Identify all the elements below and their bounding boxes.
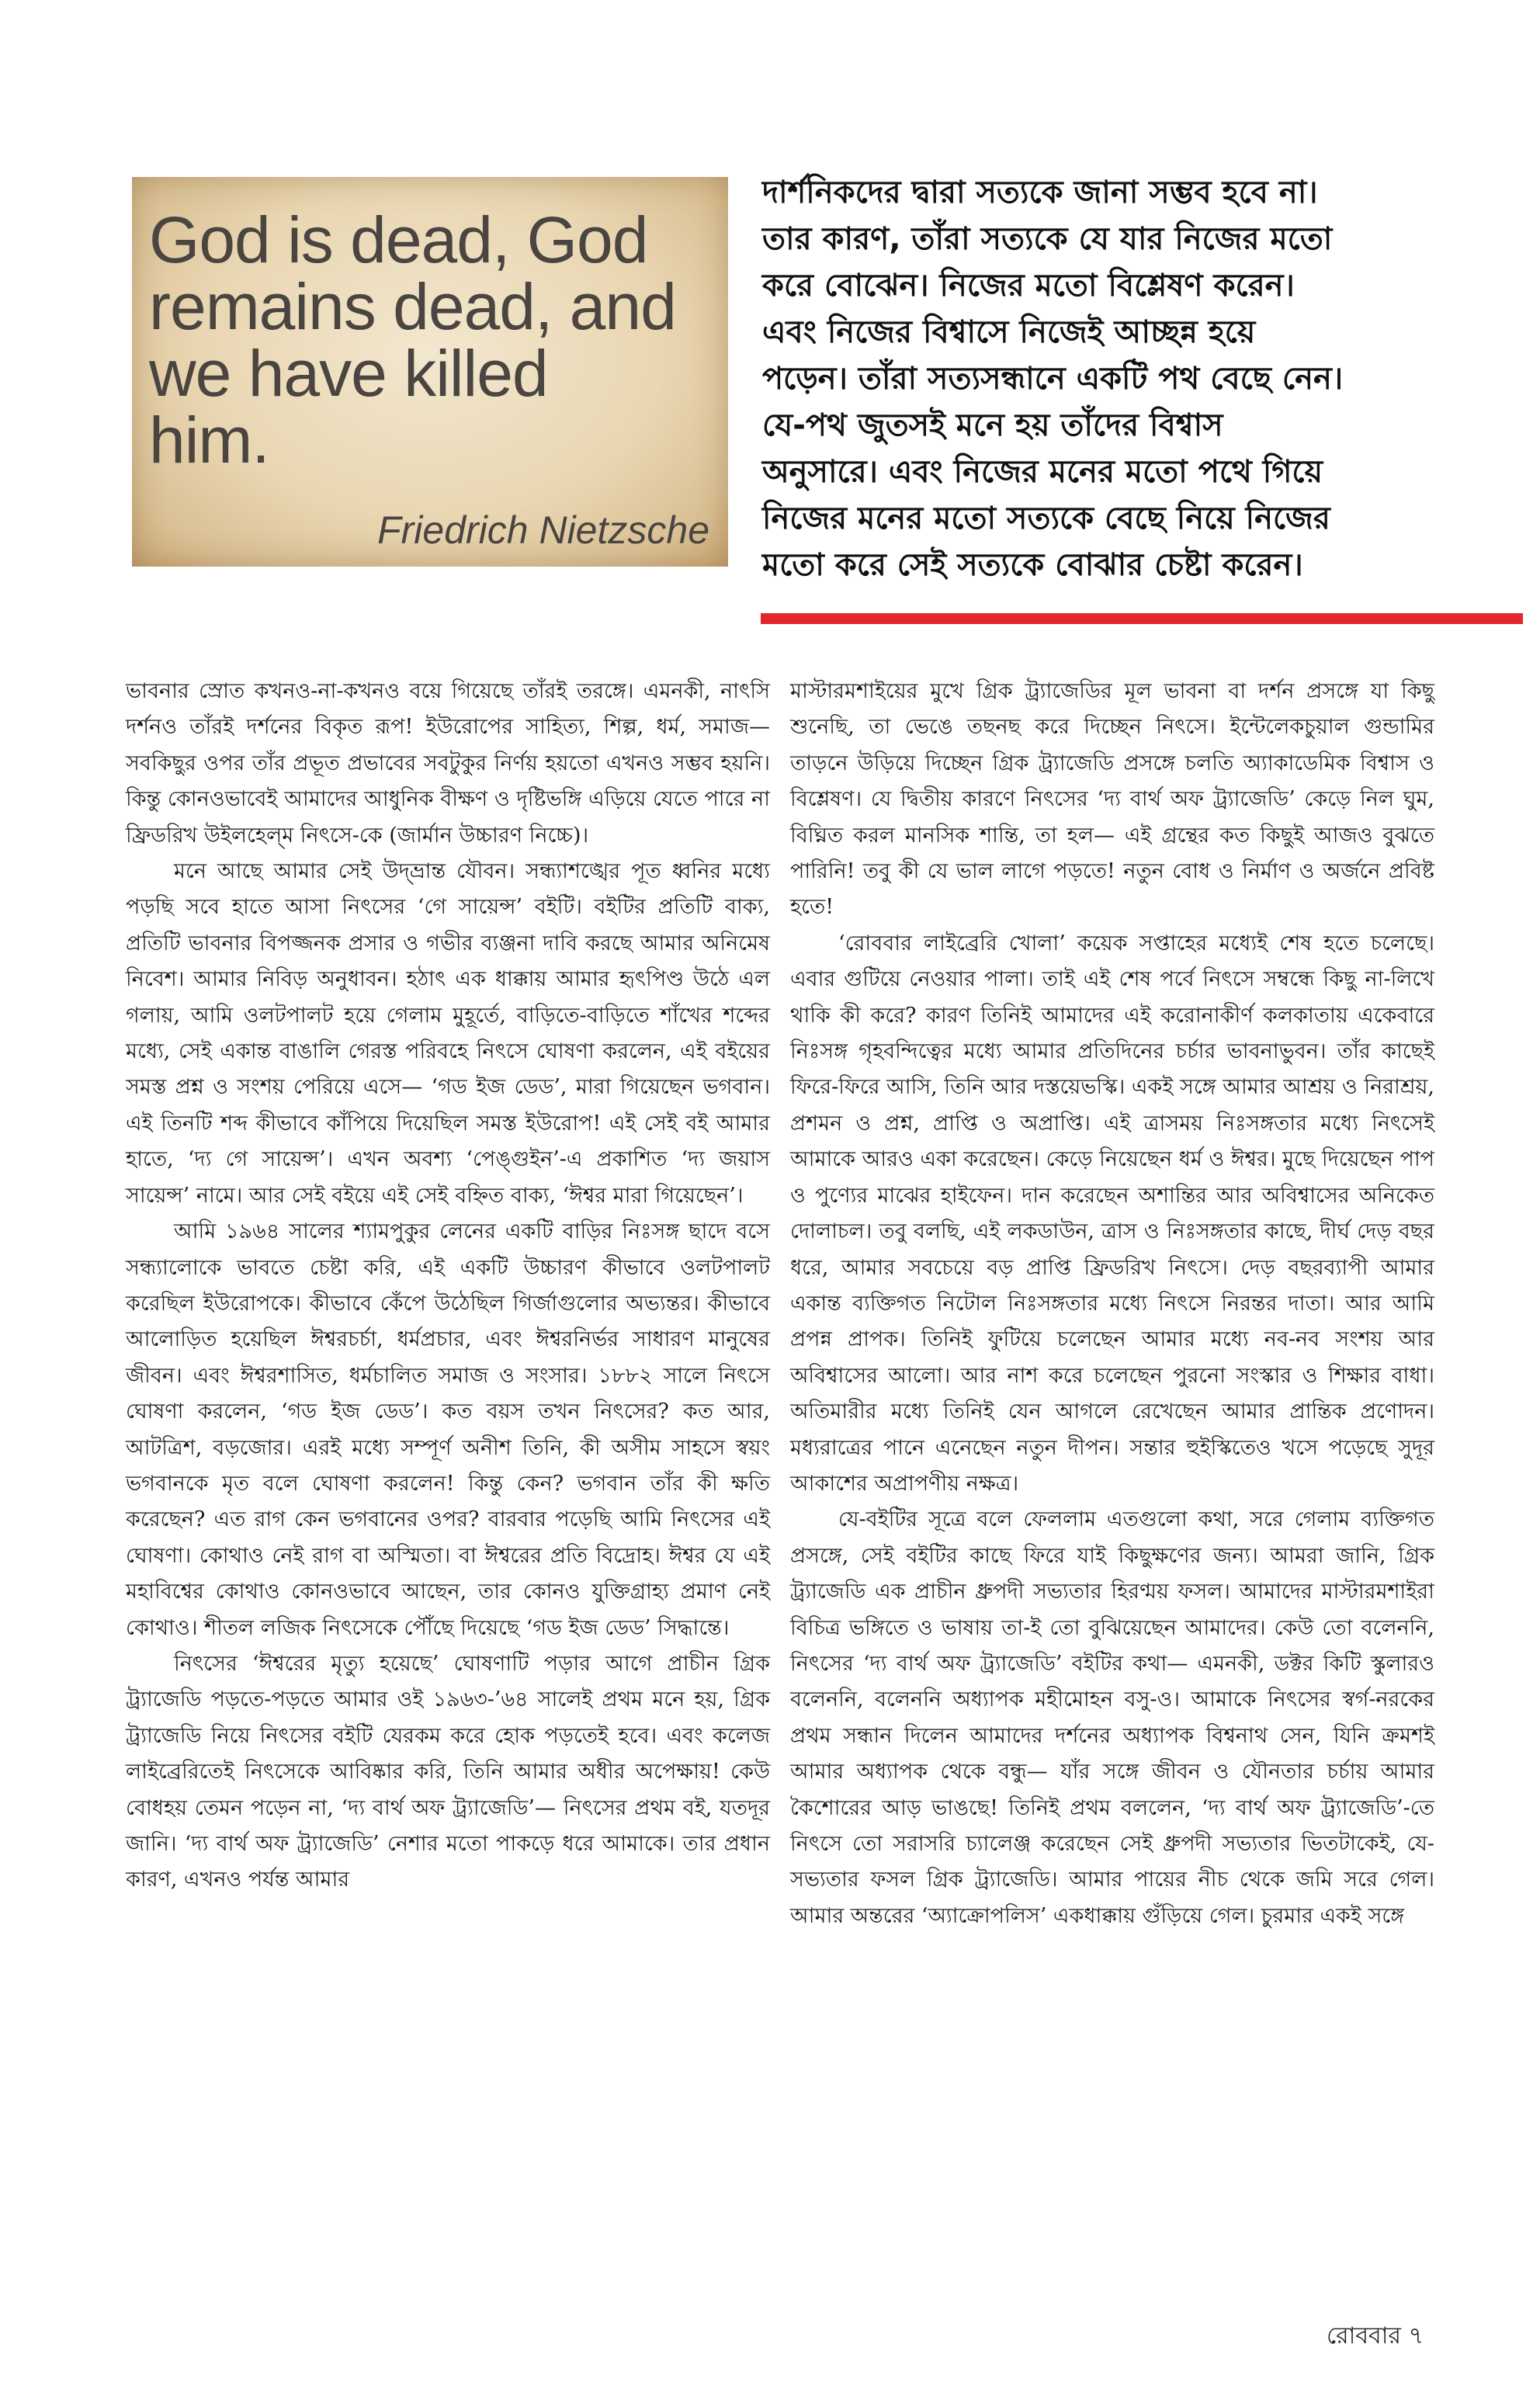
pull-quote-line: নিজের মনের মতো সত্যকে বেছে নিয়ে নিজের (762, 501, 1330, 536)
quote-image-author: Friedrich Nietzsche (377, 508, 709, 552)
pull-quote-line: করে বোঝেন। নিজের মতো বিশ্লেষণ করেন। (762, 268, 1295, 303)
pull-quote (762, 169, 1531, 588)
article-paragraph: যে-বইটির সূত্রে বলে ফেললাম এতগুলো কথা, সরে গেলাম ব্যক্তিগত প্রসঙ্গে, সেই বইটির কাছে ফিরে যাই কিছুক্ষণের জন্য। আমরা জানি, গ্রিক ট্র্যাজেডি এক প্রাচীন ধ্রুপদী সভ্যতার হিরণ্ময় ফসল। আমাদের মাস্টারমশাইরা বিচিত্র ভঙ্গিতে ও ভাষায় তা-ই তো বুঝিয়েছেন আমাদের। কেউ তো বলেননি, নিৎসের ‘দ্য বার্থ অফ ট্র্যাজেডি’ বইটির কথা— এমনকী, ডক্টর কিটি স্কুলারও বলেননি, বলেননি অধ্যাপক মহীমোহন বসু-ও। আমাকে নিৎসের স্বর্গ-নরকের প্রথম সন্ধান দিলেন আমাদের দর্শনের অধ্যাপক বিশ্বনাথ সেন, যিনি ক্রমশই আমার অধ্যাপক থেকে বন্ধু— যাঁর সঙ্গে জীবন ও যৌনতার চর্চায় আমার কৈশোরের আড় ভাঙছে! তিনিই প্রথম বললেন, ‘দ্য বার্থ অফ ট্র্যাজেডি’-তে নিৎসে তো সরাসরি চ্যালেঞ্জ করেছেন সেই ধ্রুপদী সভ্যতার ভিতটাকেই, যে-সভ্যতার ফসল গ্রিক ট্র্যাজেডি। আমার পায়ের নীচ থেকে জমি সরে গেল। আমার অন্তরের ‘অ্যাক্রোপলিস’ একধাক্কায় গুঁড়িয়ে গেল। চুরমার একই সঙ্গে (790, 1507, 1434, 1928)
article-column-right (790, 674, 1434, 1934)
pull-quote-line: দার্শনিকদের দ্বারা সত্যকে জানা সম্ভব হবে না। (762, 175, 1318, 210)
pull-quote-line: এবং নিজের বিশ্বাসে নিজেই আচ্ছন্ন হয়ে (762, 314, 1256, 350)
nietzsche-quote-image (132, 177, 728, 567)
red-divider-rule (761, 613, 1523, 624)
article-paragraph: ‘রোববার লাইব্রেরি খোলা’ কয়েক সপ্তাহের মধ্যেই শেষ হতে চলেছে। এবার গুটিয়ে নেওয়ার পালা। তাই এই শেষ পর্বে নিৎসে সম্বন্ধে কিছু না-লিখে থাকি কী করে? কারণ তিনিই আমাদের এই করোনাকীর্ণ কলকাতায় একেবারে নিঃসঙ্গ গৃহবন্দিত্বের মধ্যে আমার প্রতিদিনের চর্চার ভাবনাভুবন। তাঁর কাছেই ফিরে-ফিরে আসি, তিনি আর দস্তয়েভস্কি। একই সঙ্গে আমার আশ্রয় ও নিরাশ্রয়, প্রশমন ও প্রশ্ন, প্রাপ্তি ও অপ্রাপ্তি। এই ত্রাসময় নিঃসঙ্গতার মধ্যে নিৎসেই আমাকে আরও একা করেছেন। কেড়ে নিয়েছেন ধর্ম ও ঈশ্বর। মুছে দিয়েছেন পাপ ও পুণ্যের মাঝের হাইফেন। দান করেছেন অশান্তির আর অবিশ্বাসের অনিকেত দোলাচল। তবু বলছি, এই লকডাউন, ত্রাস ও নিঃসঙ্গতার কাছে, দীর্ঘ দেড় বছর ধরে, আমার সবচেয়ে বড় প্রাপ্তি ফ্রিডরিখ নিৎসে। দেড় বছরব্যাপী আমার একান্ত ব্যক্তিগত নিটোল নিঃসঙ্গতার মধ্যে নিৎসে নিরন্তর দাতা। আর আমি প্রপন্ন প্রাপক। তিনিই ফুটিয়ে চলেছেন আমার মধ্যে নব-নব সংশয় আর অবিশ্বাসের আলো। আর নাশ করে চলেছেন পুরনো সংস্কার ও শিক্ষার বাধা। অতিমারীর মধ্যে তিনিই যেন আগলে রেখেছেন আমার প্রান্তিক প্রণোদন। মধ্যরাত্রের পানে এনেছেন নতুন দীপন। সন্তার হুইস্কিতেও খসে পড়েছে সুদূর আকাশের অপ্রাপণীয় নক্ষত্র। (790, 931, 1434, 1496)
pull-quote-line: তার কারণ, তাঁরা সত্যকে যে যার নিজের মতো (762, 221, 1333, 257)
article-column-left (126, 674, 770, 1899)
pull-quote-line: যে-পথ জুতসই মনে হয় তাঁদের বিশ্বাস (762, 408, 1223, 443)
article-paragraph: নিৎসের ‘ঈশ্বরের মৃত্যু হয়েছে’ ঘোষণাটি পড়ার আগে প্রাচীন গ্রিক ট্র্যাজেডি পড়তে-পড়তে আমার ওই ১৯৬৩-’৬৪ সালেই প্রথম মনে হয়, গ্রিক ট্র্যাজেডি নিয়ে নিৎসের বইটি যেরকম করে হোক পড়তেই হবে। এবং কলেজ লাইব্রেরিতেই নিৎসেকে আবিষ্কার করি, তিনি আমার অধীর অপেক্ষায়! কেউ বোধহয় তেমন পড়েন না, ‘দ্য বার্থ অফ ট্র্যাজেডি’— নিৎসের প্রথম বই, যতদূর জানি। ‘দ্য বার্থ অফ ট্র্যাজেডি’ নেশার মতো পাকড়ে ধরে আমাকে। তার প্রধান কারণ, এখনও পর্যন্ত আমার (126, 1651, 770, 1892)
article-paragraph: মনে আছে আমার সেই উদ্‌ভ্রান্ত যৌবন। সন্ধ্যাশঙ্খের পূত ধ্বনির মধ্যে পড়ছি সবে হাতে আসা নিৎসের ‘গে সায়েন্স’ বইটি। বইটির প্রতিটি বাক্য, প্রতিটি ভাবনার বিপজ্জনক প্রসার ও গভীর ব্যঞ্জনা দাবি করছে আমার অনিমেষ নিবেশ। আমার নিবিড় অনুধাবন। হঠাৎ এক ধাক্কায় আমার হৃৎপিণ্ড উঠে এল গলায়, আমি ওলটপালট হয়ে গেলাম মুহূর্তে, বাড়িতে-বাড়িতে শাঁখের শব্দের মধ্যে, সেই একান্ত বাঙালি গেরস্ত পরিবহে নিৎসে ঘোষণা করলেন, এই বইয়ের সমস্ত প্রশ্ন ও সংশয় পেরিয়ে এসে— ‘গড ইজ ডেড’, মারা গিয়েছেন ভগবান। এই তিনটি শব্দ কীভাবে কাঁপিয়ে দিয়েছিল সমস্ত ইউরোপ! এই সেই বই আমার হাতে, ‘দ্য গে সায়েন্স’। এখন অবশ্য ‘পেঙ্গুইন’-এ প্রকাশিত ‘দ্য জয়াস সায়েন্স’ নামে। আর সেই বইয়ে এই সেই বহ্নিত বাক্য, ‘ঈশ্বর মারা গিয়েছেন’। (126, 859, 770, 1208)
quote-image-text: God is dead, God remains dead, and we have killed him. (149, 203, 676, 477)
article-paragraph: আমি ১৯৬৪ সালের শ্যামপুকুর লেনের একটি বাড়ির নিঃসঙ্গ ছাদে বসে সন্ধ্যালোকে ভাবতে চেষ্টা করি, এই একটি উচ্চারণ কীভাবে ওলটপালট করেছিল ইউরোপকে। কীভাবে কেঁপে উঠেছিল গির্জাগুলোর অভ্যন্তর। কীভাবে আলোড়িত হয়েছিল ঈশ্বরচর্চা, ধর্মপ্রচার, এবং ঈশ্বরনির্ভর সাধারণ মানুষের জীবন। এবং ঈশ্বরশাসিত, ধর্মচালিত সমাজ ও সংসার। ১৮৮২ সালে নিৎসে ঘোষণা করলেন, ‘গড ইজ ডেড’। কত বয়স তখন নিৎসের? কত আর, আটত্রিশ, বড়জোর। এরই মধ্যে সম্পূর্ণ অনীশ তিনি, কী অসীম সাহসে স্বয়ং ভগবানকে মৃত বলে ঘোষণা করলেন! কিন্তু কেন? ভগবান তাঁর কী ক্ষতি করেছেন? এত রাগ কেন ভগবানের ওপর? বারবার পড়েছি আমি নিৎসের এই ঘোষণা। কোথাও নেই রাগ বা অস্মিতা। বা ঈশ্বরের প্রতি বিদ্রোহ। ঈশ্বর যে এই মহাবিশ্বের কোথাও কোনওভাবে আছেন, তার কোনও যুক্তিগ্রাহ্য প্রমাণ নেই কোথাও। শীতল লজিক নিৎসেকে পৌঁছে দিয়েছে ‘গড ইজ ডেড’ সিদ্ধান্তে। (126, 1219, 770, 1640)
article-paragraph: মাস্টারমশাইয়ের মুখে গ্রিক ট্র্যাজেডির মূল ভাবনা বা দর্শন প্রসঙ্গে যা কিছু শুনেছি, তা ভেঙে তছনছ করে দিচ্ছেন নিৎসে। ইন্টেলেকচুয়াল গুন্ডামির তাড়নে উড়িয়ে দিচ্ছেন গ্রিক ট্র্যাজেডি প্রসঙ্গে চলতি অ্যাকাডেমিক বিশ্বাস ও বিশ্লেষণ। যে দ্বিতীয় কারণে নিৎসের ‘দ্য বার্থ অফ ট্র্যাজেডি’ কেড়ে নিল ঘুম, বিঘ্নিত করল মানসিক শান্তি, তা হল— এই গ্রন্থের কত কিছুই আজও বুঝতে পারিনি! তবু কী যে ভাল লাগে পড়তে! নতুন বোধ ও নির্মাণ ও অর্জনে প্রবিষ্ট হতে! (790, 679, 1434, 920)
article-paragraph: ভাবনার স্রোত কখনও-না-কখনও বয়ে গিয়েছে তাঁরই তরঙ্গে। এমনকী, নাৎসি দর্শনও তাঁরই দর্শনের বিকৃত রূপ! ইউরোপের সাহিত্য, শিল্প, ধর্ম, সমাজ— সবকিছুর ওপর তাঁর প্রভূত প্রভাবের সবটুকুর নির্ণয় হয়তো এখনও সম্ভব হয়নি। কিন্তু কোনওভাবেই আমাদের আধুনিক বীক্ষণ ও দৃষ্টিভঙ্গি এড়িয়ে যেতে পারে না ফ্রিডরিখ উইলহেল্‌ম নিৎসে-কে (জার্মান উচ্চারণ নিচ্চে)। (126, 679, 770, 848)
page-footer-label: রোববার ৭ (1326, 2322, 1424, 2350)
pull-quote-line: পড়েন। তাঁরা সত্যসন্ধানে একটি পথ বেছে নেন। (762, 361, 1344, 397)
pull-quote-line: মতো করে সেই সত্যকে বোঝার চেষ্টা করেন। (762, 547, 1303, 583)
pull-quote-line: অনুসারে। এবং নিজের মনের মতো পথে গিয়ে (762, 454, 1323, 490)
